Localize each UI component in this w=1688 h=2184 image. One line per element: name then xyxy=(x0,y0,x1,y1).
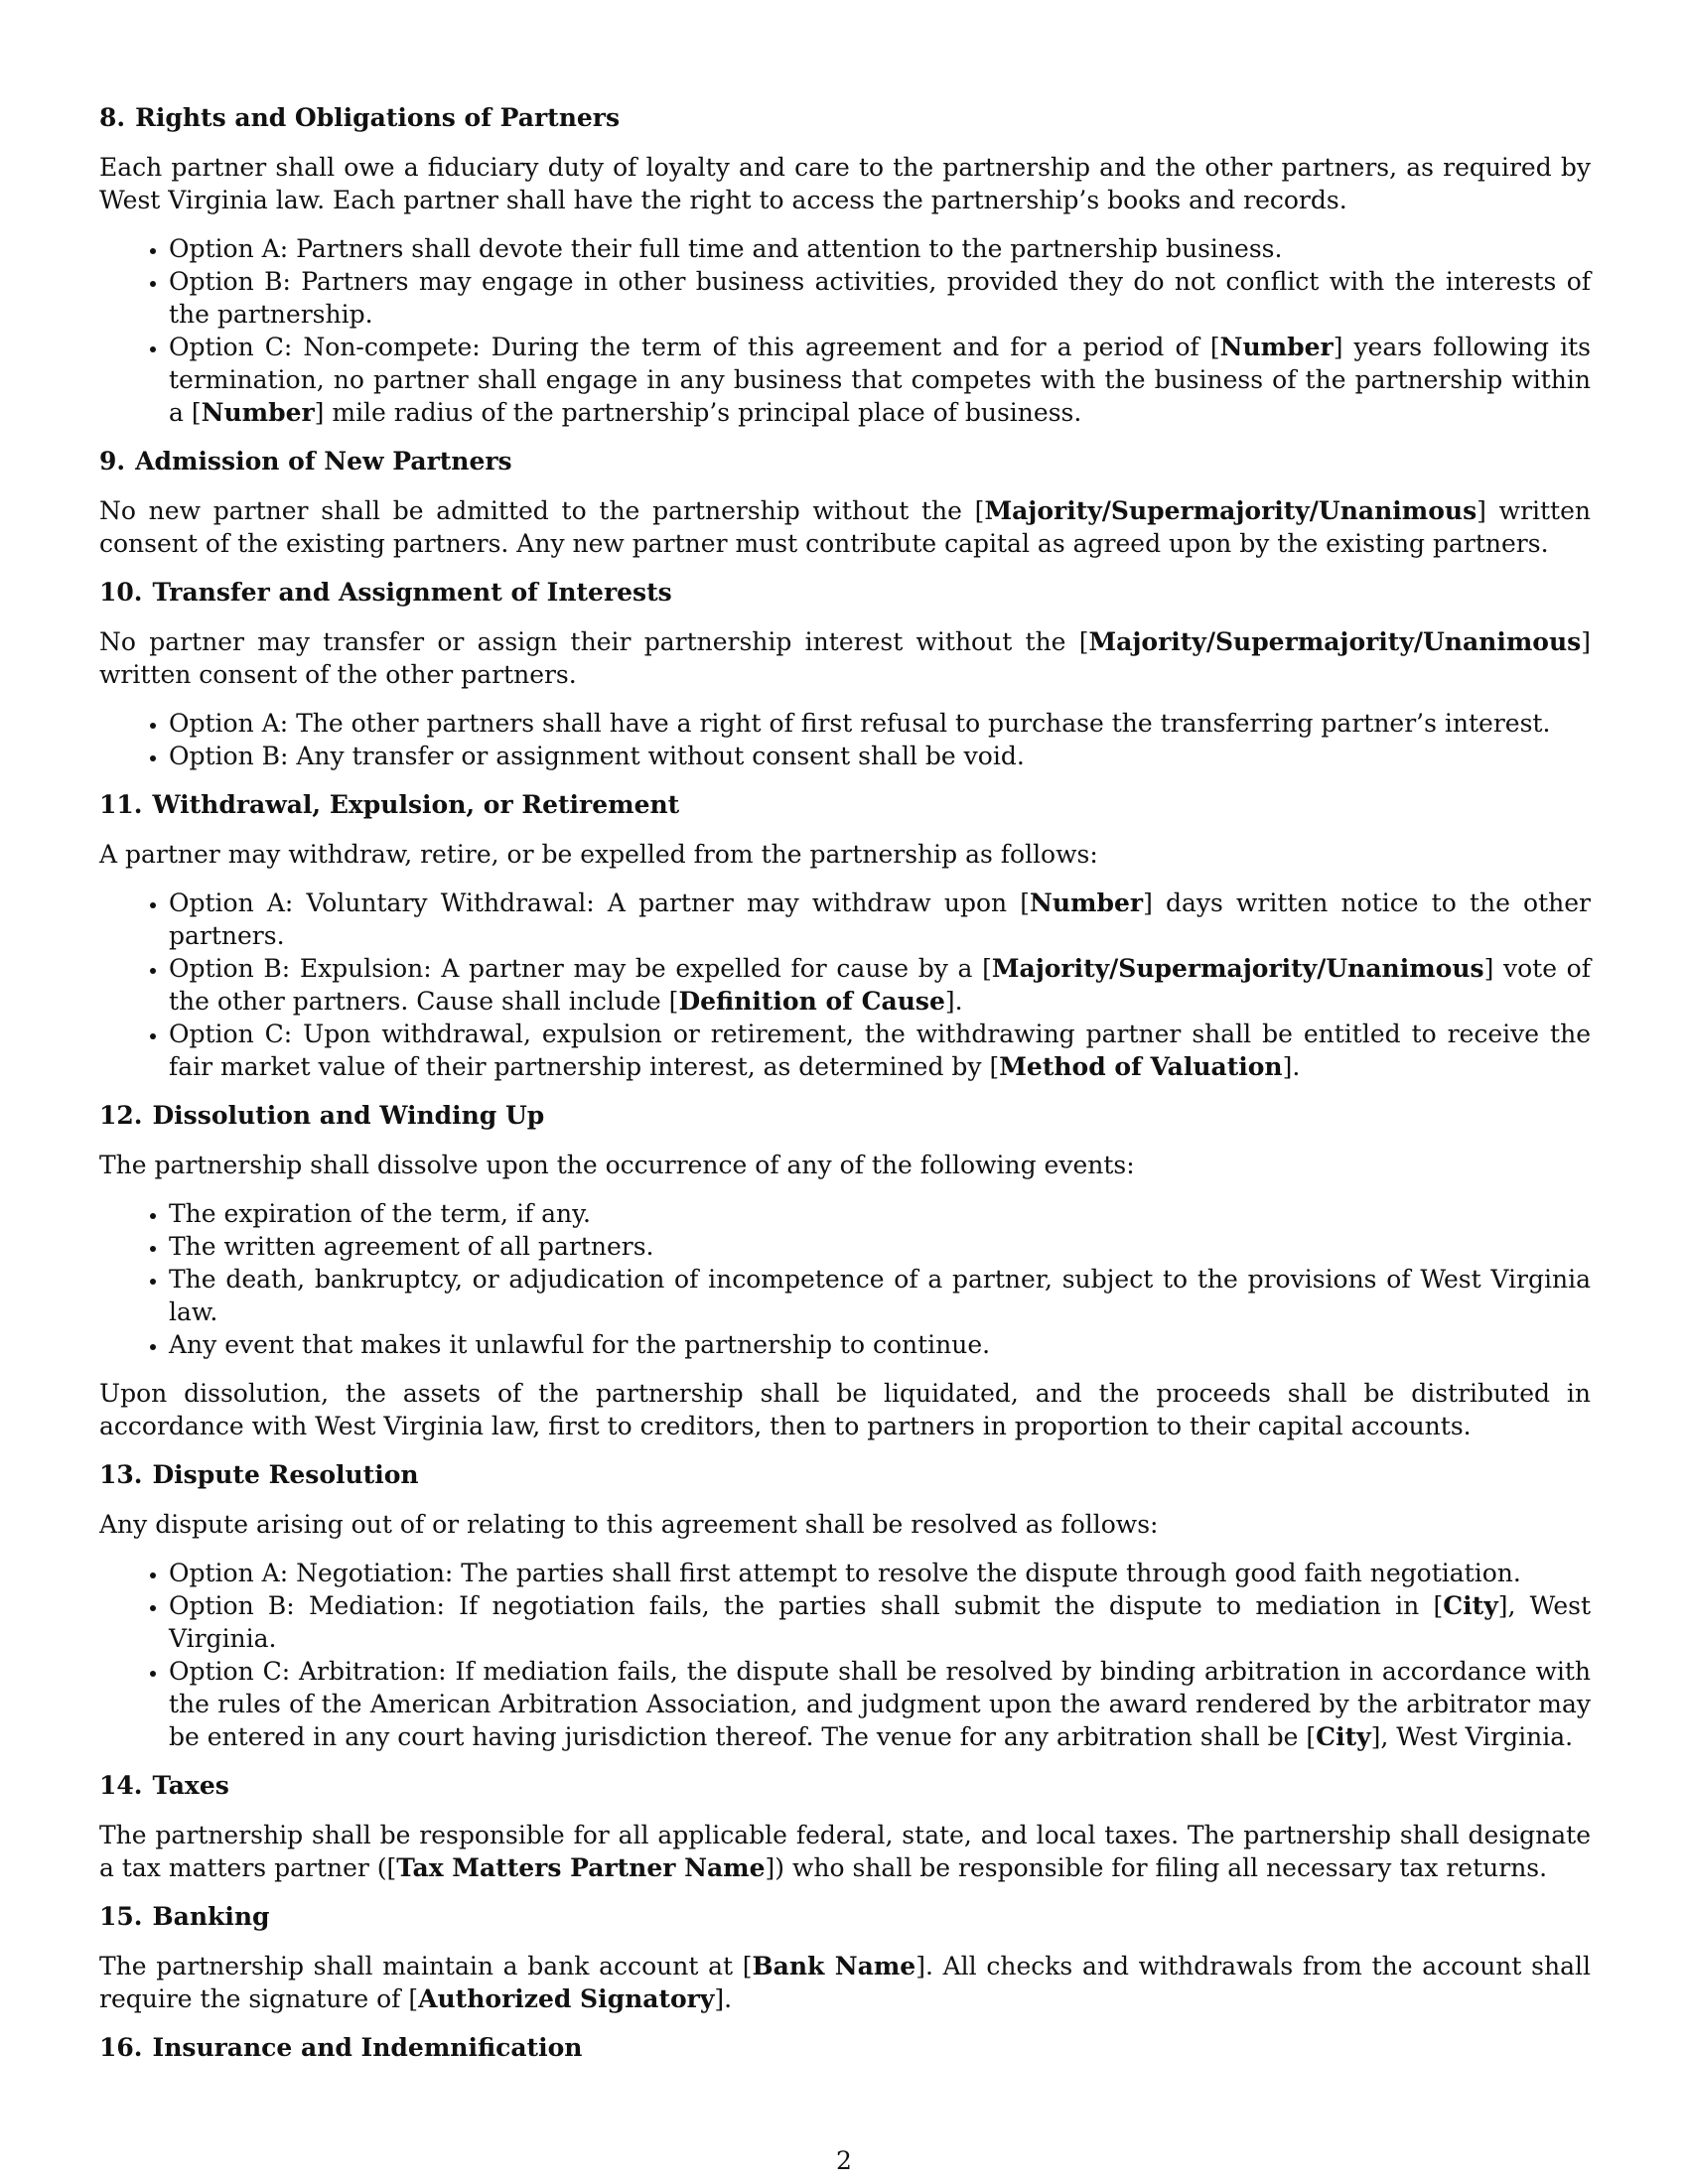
section-number: 9. xyxy=(99,447,126,476)
text-run: The death, bankruptcy, or adjudication of incompetence of a partner, subject to the provisions of West Virginia law. xyxy=(169,1265,1591,1326)
bullet-list xyxy=(99,1557,1591,1753)
section-heading xyxy=(99,788,1591,822)
text-run: Option A: Partners shall devote their full time and attention to the partnership business. xyxy=(169,234,1283,263)
text-run: ] written consent of the other partners. xyxy=(99,627,1591,689)
paragraph xyxy=(99,838,1591,871)
text-run: Option B: Expulsion: A partner may be expelled for cause by a [ xyxy=(169,954,992,983)
paragraph xyxy=(99,1149,1591,1181)
placeholder-field: Number xyxy=(1219,333,1334,361)
text-run: ]) who shall be responsible for filing all necessary tax returns. xyxy=(765,1853,1548,1882)
text-run: Option A: The other partners shall have a right of first refusal to purchase the transferring partner’s interest. xyxy=(169,709,1551,738)
section-number: 15. xyxy=(99,1902,143,1931)
placeholder-field: City xyxy=(1316,1722,1371,1751)
list-item xyxy=(169,740,1591,772)
section-rights-and-obligations-of-partners xyxy=(99,101,1591,429)
list-item xyxy=(169,232,1591,265)
section-heading xyxy=(99,445,1591,478)
list-item xyxy=(169,1328,1591,1361)
text-run: ] vote of the other partners. Cause shall include [ xyxy=(169,954,1591,1016)
text-run: ] years following its termination, no partner shall engage in any business that competes with the business of the partnership within a [ xyxy=(169,333,1591,427)
list-item xyxy=(169,1589,1591,1655)
section-title: Rights and Obligations of Partners xyxy=(135,103,621,132)
placeholder-field: Majority/Supermajority/Unanimous xyxy=(984,496,1477,525)
paragraph xyxy=(99,1377,1591,1442)
section-heading xyxy=(99,1099,1591,1133)
bullet-list xyxy=(99,707,1591,772)
placeholder-field: Method of Valuation xyxy=(999,1052,1283,1081)
text-run: The partnership shall maintain a bank account at [ xyxy=(99,1952,753,1980)
paragraph xyxy=(99,494,1591,560)
text-run: Option B: Mediation: If negotiation fails, the parties shall submit the dispute to mediation in [ xyxy=(169,1591,1444,1620)
section-admission-of-new-partners xyxy=(99,445,1591,560)
list-item xyxy=(169,1018,1591,1083)
text-run: Option A: Negotiation: The parties shall first attempt to resolve the dispute through good faith negotiation. xyxy=(169,1559,1521,1587)
text-run: ]. All checks and withdrawals from the account shall require the signature of [ xyxy=(99,1952,1591,2013)
placeholder-field: Number xyxy=(201,398,315,427)
placeholder-field: Authorized Signatory xyxy=(418,1984,715,2013)
text-run: ] written consent of the existing partners. Any new partner must contribute capital as agreed upon by the existing partners. xyxy=(99,496,1592,558)
section-heading xyxy=(99,2031,1591,2065)
text-run: ]. xyxy=(714,1984,733,2013)
text-run: ] mile radius of the partnership’s principal place of business. xyxy=(314,398,1082,427)
section-heading xyxy=(99,1769,1591,1803)
section-title: Insurance and Indemnification xyxy=(152,2033,583,2062)
section-number: 14. xyxy=(99,1771,143,1800)
text-run: Option B: Partners may engage in other business activities, provided they do not conflict with the interests of the partnership. xyxy=(169,267,1591,329)
bullet-list xyxy=(99,887,1591,1083)
section-title: Banking xyxy=(152,1902,270,1931)
section-number: 8. xyxy=(99,103,126,132)
document-page xyxy=(99,101,1591,2081)
section-insurance-and-indemnification xyxy=(99,2031,1591,2065)
text-run: Any dispute arising out of or relating to this agreement shall be resolved as follows: xyxy=(99,1510,1159,1539)
list-item xyxy=(169,1557,1591,1589)
section-taxes xyxy=(99,1769,1591,1884)
paragraph xyxy=(99,1819,1591,1884)
list-item xyxy=(169,952,1591,1018)
list-item xyxy=(169,1197,1591,1230)
text-run: Option C: Non-compete: During the term of this agreement and for a period of [ xyxy=(169,333,1220,361)
text-run: Each partner shall owe a fiduciary duty of loyalty and care to the partnership and the other partners, as required by West Virginia law. Each partner shall have the right to access the partnership’s books and records. xyxy=(99,153,1591,214)
text-run: The partnership shall dissolve upon the occurrence of any of the following events: xyxy=(99,1151,1135,1179)
list-item xyxy=(169,707,1591,740)
list-item xyxy=(169,265,1591,331)
text-run: ], West Virginia. xyxy=(169,1591,1591,1653)
text-run: Upon dissolution, the assets of the partnership shall be liquidated, and the proceeds shall be distributed in accordance with West Virginia law, first to creditors, then to partners in proportion to their capital accounts. xyxy=(99,1379,1591,1440)
list-item xyxy=(169,887,1591,952)
section-dissolution-and-winding-up xyxy=(99,1099,1591,1442)
section-number: 13. xyxy=(99,1460,143,1489)
bullet-list xyxy=(99,1197,1591,1361)
paragraph xyxy=(99,151,1591,216)
paragraph xyxy=(99,1950,1591,2015)
section-number: 10. xyxy=(99,578,143,607)
page-number: 2 xyxy=(836,2146,852,2175)
text-run: The expiration of the term, if any. xyxy=(169,1199,591,1228)
text-run: Any event that makes it unlawful for the partnership to continue. xyxy=(169,1330,991,1359)
placeholder-field: Majority/Supermajority/Unanimous xyxy=(1088,627,1582,656)
section-title: Dissolution and Winding Up xyxy=(152,1101,545,1130)
text-run: ], West Virginia. xyxy=(1370,1722,1574,1751)
text-run: ]. xyxy=(1282,1052,1301,1081)
section-heading xyxy=(99,101,1591,135)
section-heading xyxy=(99,1458,1591,1492)
text-run: No partner may transfer or assign their partnership interest without the [ xyxy=(99,627,1089,656)
section-withdrawal-expulsion-or-retirement xyxy=(99,788,1591,1083)
placeholder-field: City xyxy=(1443,1591,1498,1620)
list-item xyxy=(169,1655,1591,1753)
text-run: Option C: Upon withdrawal, expulsion or retirement, the withdrawing partner shall be entitled to receive the fair market value of their partnership interest, as determined by [ xyxy=(169,1020,1591,1081)
placeholder-field: Number xyxy=(1030,888,1144,917)
paragraph xyxy=(99,1508,1591,1541)
placeholder-field: Definition of Cause xyxy=(678,987,945,1016)
section-number: 12. xyxy=(99,1101,143,1130)
section-title: Withdrawal, Expulsion, or Retirement xyxy=(152,790,680,819)
text-run: ]. xyxy=(944,987,963,1016)
text-run: The written agreement of all partners. xyxy=(169,1232,654,1261)
section-banking xyxy=(99,1900,1591,2015)
section-heading xyxy=(99,1900,1591,1934)
list-item xyxy=(169,331,1591,429)
text-run: Option A: Voluntary Withdrawal: A partner may withdraw upon [ xyxy=(169,888,1031,917)
text-run: The partnership shall be responsible for all applicable federal, state, and local taxes. The partnership shall designate a tax matters partner ([ xyxy=(99,1821,1591,1882)
bullet-list xyxy=(99,232,1591,429)
section-title: Taxes xyxy=(152,1771,229,1800)
section-title: Transfer and Assignment of Interests xyxy=(152,578,672,607)
text-run: ] days written notice to the other partners. xyxy=(169,888,1591,950)
paragraph xyxy=(99,625,1591,691)
text-run: Option B: Any transfer or assignment without consent shall be void. xyxy=(169,742,1025,770)
list-item xyxy=(169,1263,1591,1328)
text-run: Option C: Arbitration: If mediation fails, the dispute shall be resolved by binding arbitration in accordance with the rules of the American Arbitration Association, and judgment upon the award rendered by the arbitrator may be entered in any court having jurisdiction thereof. The venue for any arbitration shall be [ xyxy=(169,1657,1591,1751)
section-heading xyxy=(99,576,1591,610)
placeholder-field: Majority/Supermajority/Unanimous xyxy=(991,954,1484,983)
section-title: Admission of New Partners xyxy=(135,447,512,476)
placeholder-field: Tax Matters Partner Name xyxy=(396,1853,766,1882)
section-title: Dispute Resolution xyxy=(152,1460,419,1489)
list-item xyxy=(169,1230,1591,1263)
section-number: 11. xyxy=(99,790,143,819)
section-dispute-resolution xyxy=(99,1458,1591,1753)
placeholder-field: Bank Name xyxy=(752,1952,916,1980)
section-transfer-and-assignment-of-interests xyxy=(99,576,1591,772)
text-run: A partner may withdraw, retire, or be expelled from the partnership as follows: xyxy=(99,840,1098,869)
section-number: 16. xyxy=(99,2033,143,2062)
text-run: No new partner shall be admitted to the partnership without the [ xyxy=(99,496,985,525)
